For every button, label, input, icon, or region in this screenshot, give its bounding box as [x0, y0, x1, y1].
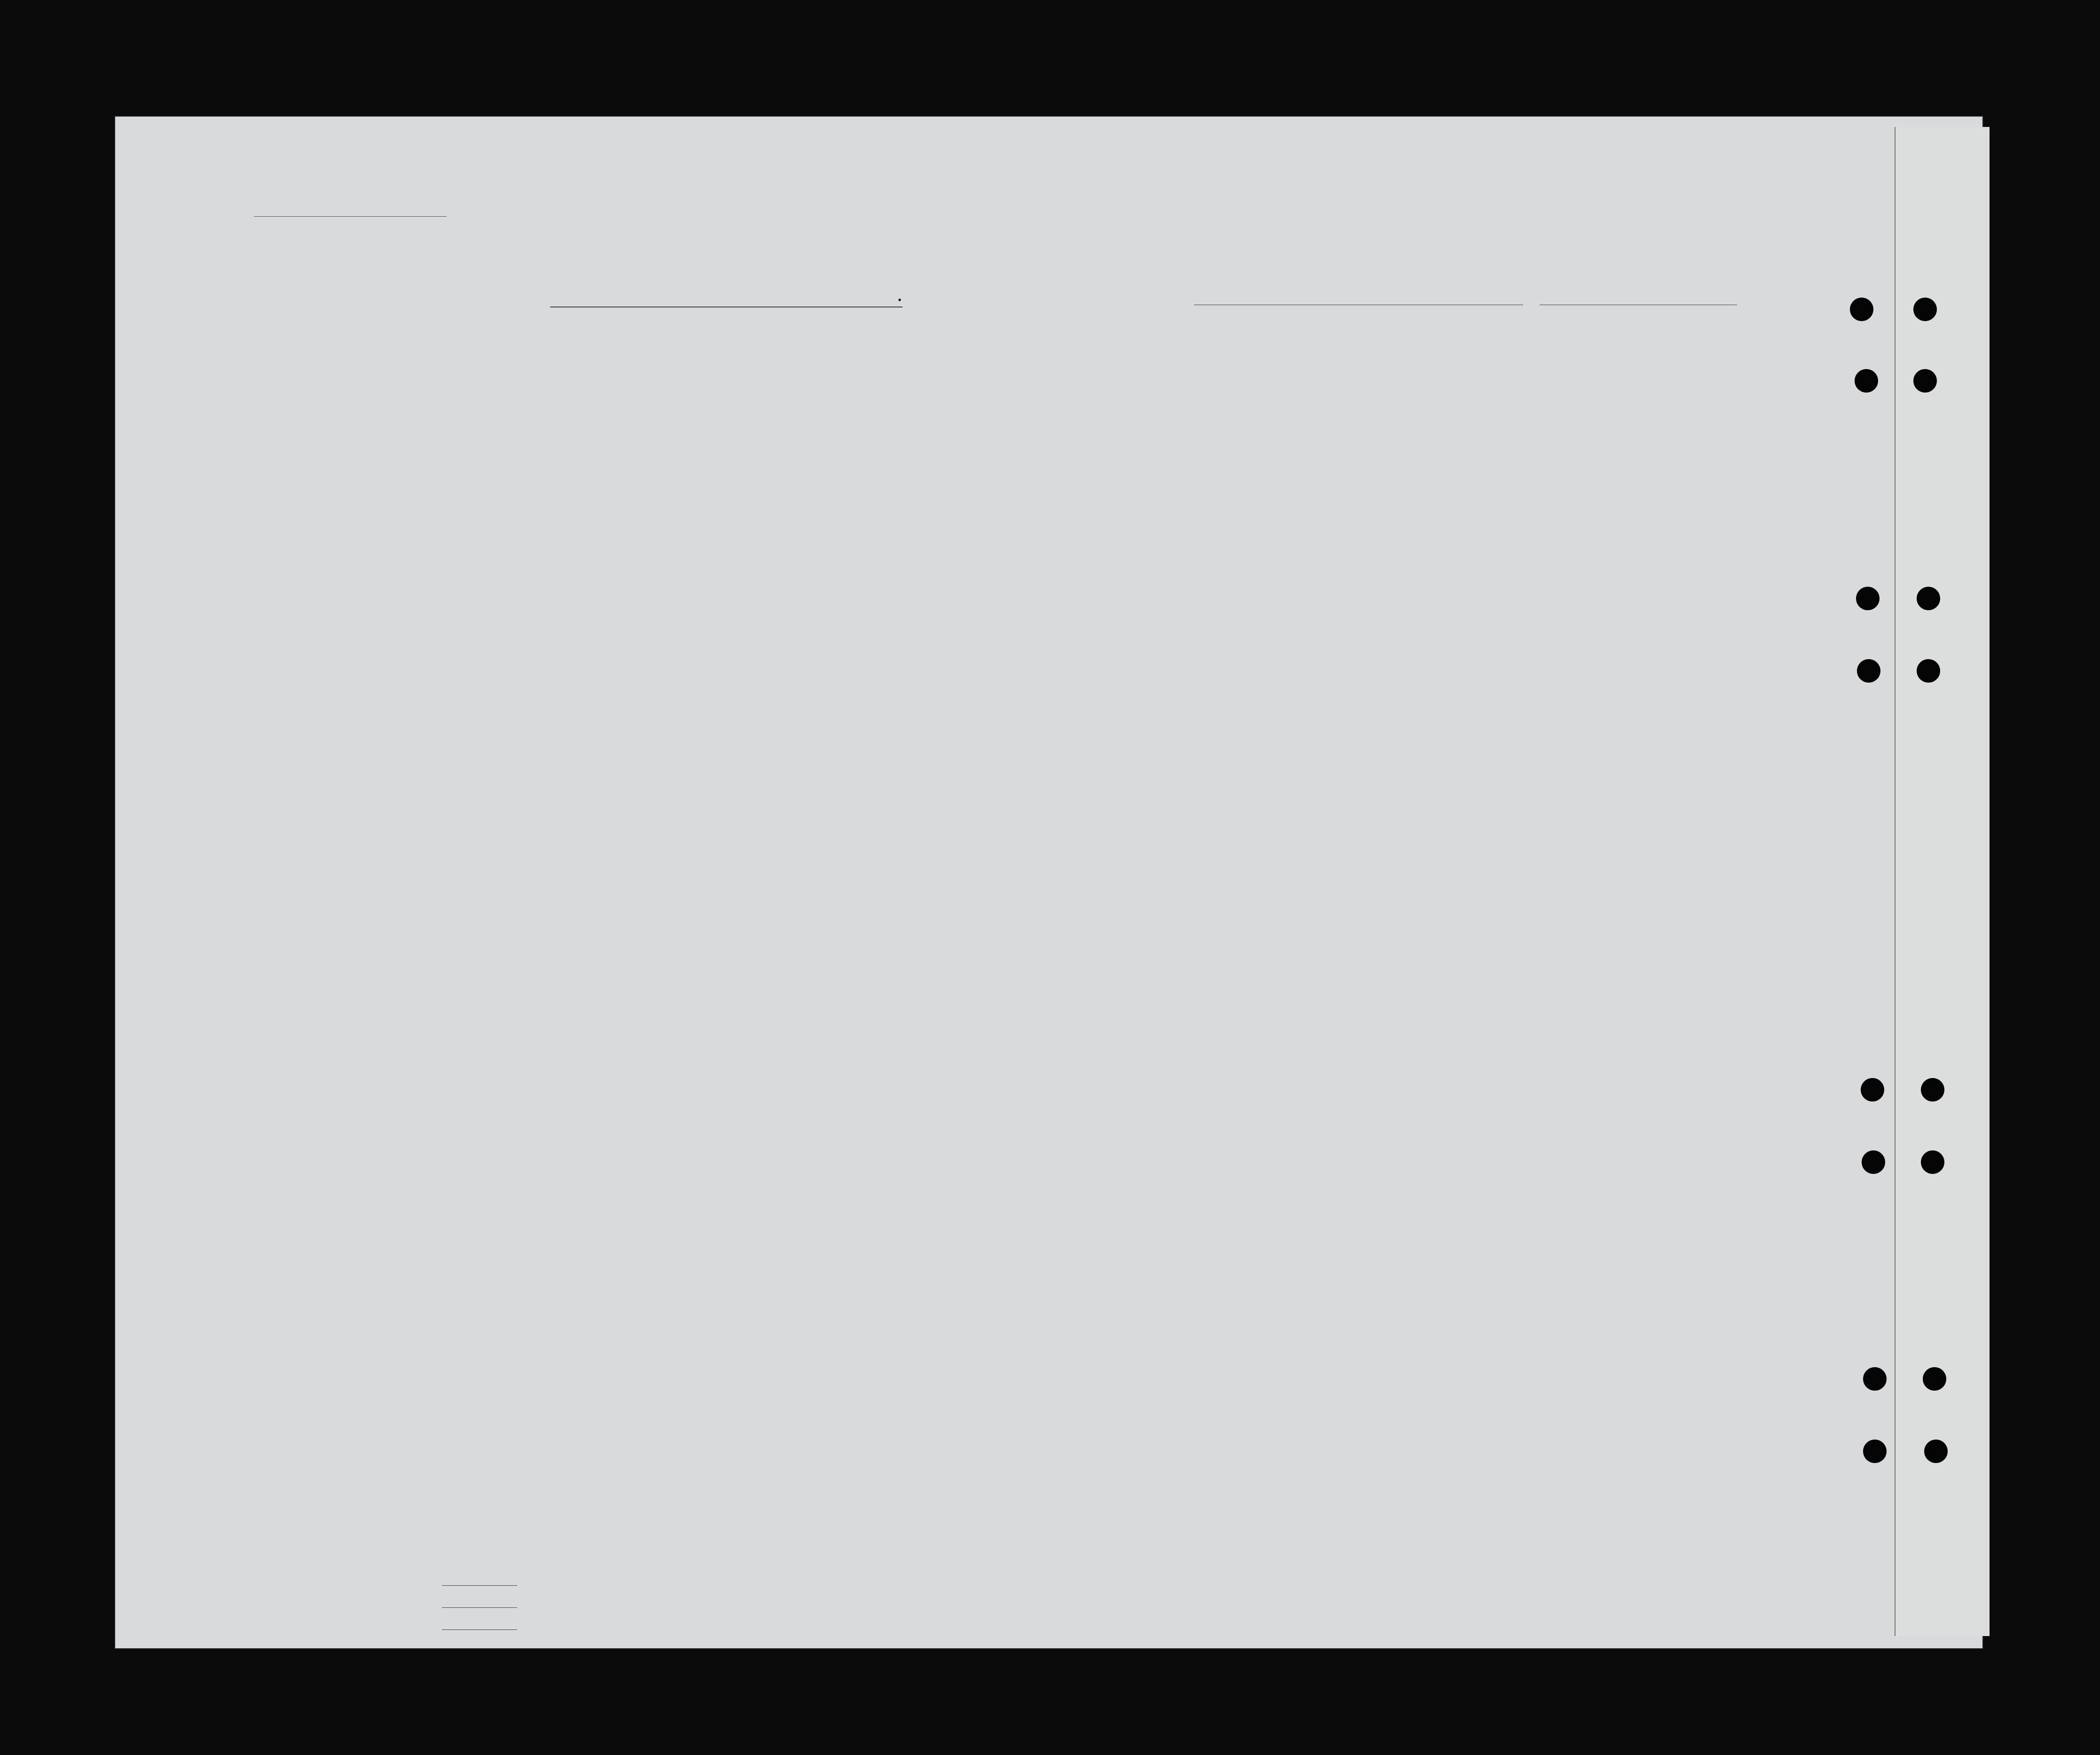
total-passengers-line[interactable]: [442, 1585, 517, 1586]
punch-hole: [1863, 1367, 1887, 1391]
us-citizens-line[interactable]: [442, 1607, 517, 1608]
punch-hole: [1855, 369, 1878, 393]
punch-hole: [1921, 1150, 1944, 1174]
punch-hole: [1921, 1078, 1944, 1102]
punch-hole: [1913, 369, 1937, 393]
punch-hole: [1913, 298, 1937, 321]
next-sheet-edge: [1895, 127, 1990, 1636]
punch-hole: [1917, 587, 1940, 610]
punch-hole: [1862, 1150, 1885, 1174]
punch-hole: [1863, 1440, 1887, 1463]
manifest-sheet: [115, 117, 1982, 1648]
punch-hole: [1923, 1367, 1946, 1391]
punch-hole: [1917, 659, 1940, 683]
punch-hole: [1850, 298, 1873, 321]
punch-hole: [1861, 1078, 1884, 1102]
punch-hole: [1856, 587, 1880, 610]
punch-hole: [1857, 659, 1880, 683]
punch-hole: [1924, 1440, 1948, 1463]
aliens-line[interactable]: [442, 1629, 517, 1630]
